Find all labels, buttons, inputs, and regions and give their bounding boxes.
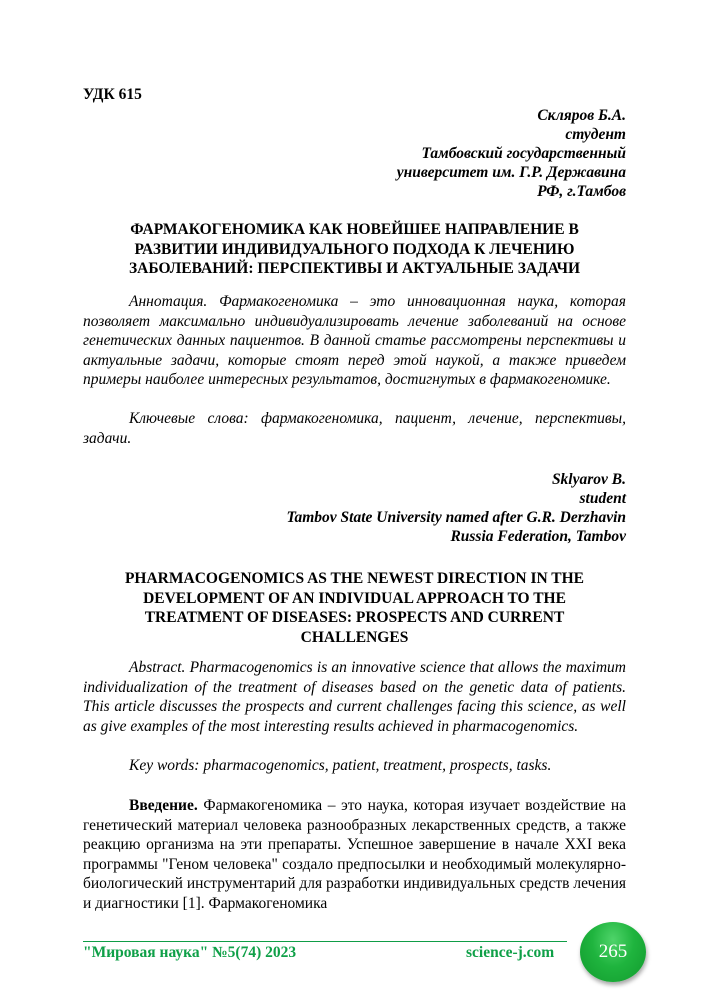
footer-divider [83,941,567,942]
keywords-ru: Ключевые слова: фармакогеномика, пациент, лечение, перспективы, задачи. [83,410,626,447]
title-line: DEVELOPMENT OF AN INDIVIDUAL APPROACH TO THE [143,589,566,607]
author-name: Sklyarov B. [551,471,626,488]
keywords-en: Key words: pharmacogenomics, patient, treatment, prospects, tasks. [129,757,552,774]
title-line: ФАРМАКОГЕНОМИКА КАК НОВЕЙШЕЕ НАПРАВЛЕНИЕ В [130,221,579,238]
title-line: РАЗВИТИИ ИНДИВИДУАЛЬНОГО ПОДХОДА К ЛЕЧЕНИЮ [134,240,575,258]
author-name: Скляров Б.А. [537,107,626,124]
title-line: PHARMACOGENOMICS AS THE NEWEST DIRECTION IN THE [124,570,585,587]
abstract-en: Abstract. Pharmacogenomics is an innovative science that allows the maximum individualization of the treatment of diseases based on the genetic data of patients. This article discusses the prospects and current challenges facing this science, as well as give examples of the most interesting results achieved in pharmacogenomics. [83,659,626,735]
article-title-en [83,569,626,647]
author-location: РФ, г.Тамбов [537,183,626,200]
author-location: Russia Federation, Tambov [450,528,626,545]
author-position: student [579,490,626,507]
author-affiliation: Тамбовский государственный [421,145,626,162]
author-affiliation: Tambov State University named after G.R. Derzhavin [286,509,626,526]
article-title-ru [83,220,626,279]
author-block-ru [397,106,626,201]
footer-journal: "Мировая наука" №5(74) 2023 [83,944,297,961]
author-position: студент [565,126,626,143]
udk-code: УДК 615 [83,86,142,103]
author-affiliation: университет им. Г.Р. Державина [396,164,626,181]
title-line: ЗАБОЛЕВАНИЙ: ПЕРСПЕКТИВЫ И АКТУАЛЬНЫЕ ЗАДАЧИ [128,260,581,277]
footer-site-link[interactable]: science-j.com [466,944,555,961]
introduction-paragraph [83,796,626,913]
page-number-badge [580,922,646,982]
title-line: TREATMENT OF DISEASES: PROSPECTS AND CURRENT [144,609,565,626]
author-block-en [286,470,626,546]
abstract-ru: Аннотация. Фармакогеномика – это инновационная наука, которая позволяет максимально индивидуализировать лечение заболеваний на основе генетических данных пациентов. В данной статье рассмотрены перспективы и актуальные задачи, которые стоят перед этой наукой, а также приведем примеры наиболее интересных результатов, достигнутых в фармакогеномике. [83,293,626,388]
introduction-text: Фармакогеномика – это наука, которая изучает воздействие на генетический материал человека разнообразных лекарственных средств, а также реакцию организма на эти препараты. Успешное завершение в начале XXI века программы "Геном человека" создало предпосылки и необходимый молекулярно-биологический инструментарий для разработки индивидуальных средств лечения и диагностики [1]. Фармакогеномика [83,797,626,912]
page-number: 265 [598,941,628,962]
title-line: CHALLENGES [300,628,409,646]
introduction-heading: Введение. [129,797,198,814]
